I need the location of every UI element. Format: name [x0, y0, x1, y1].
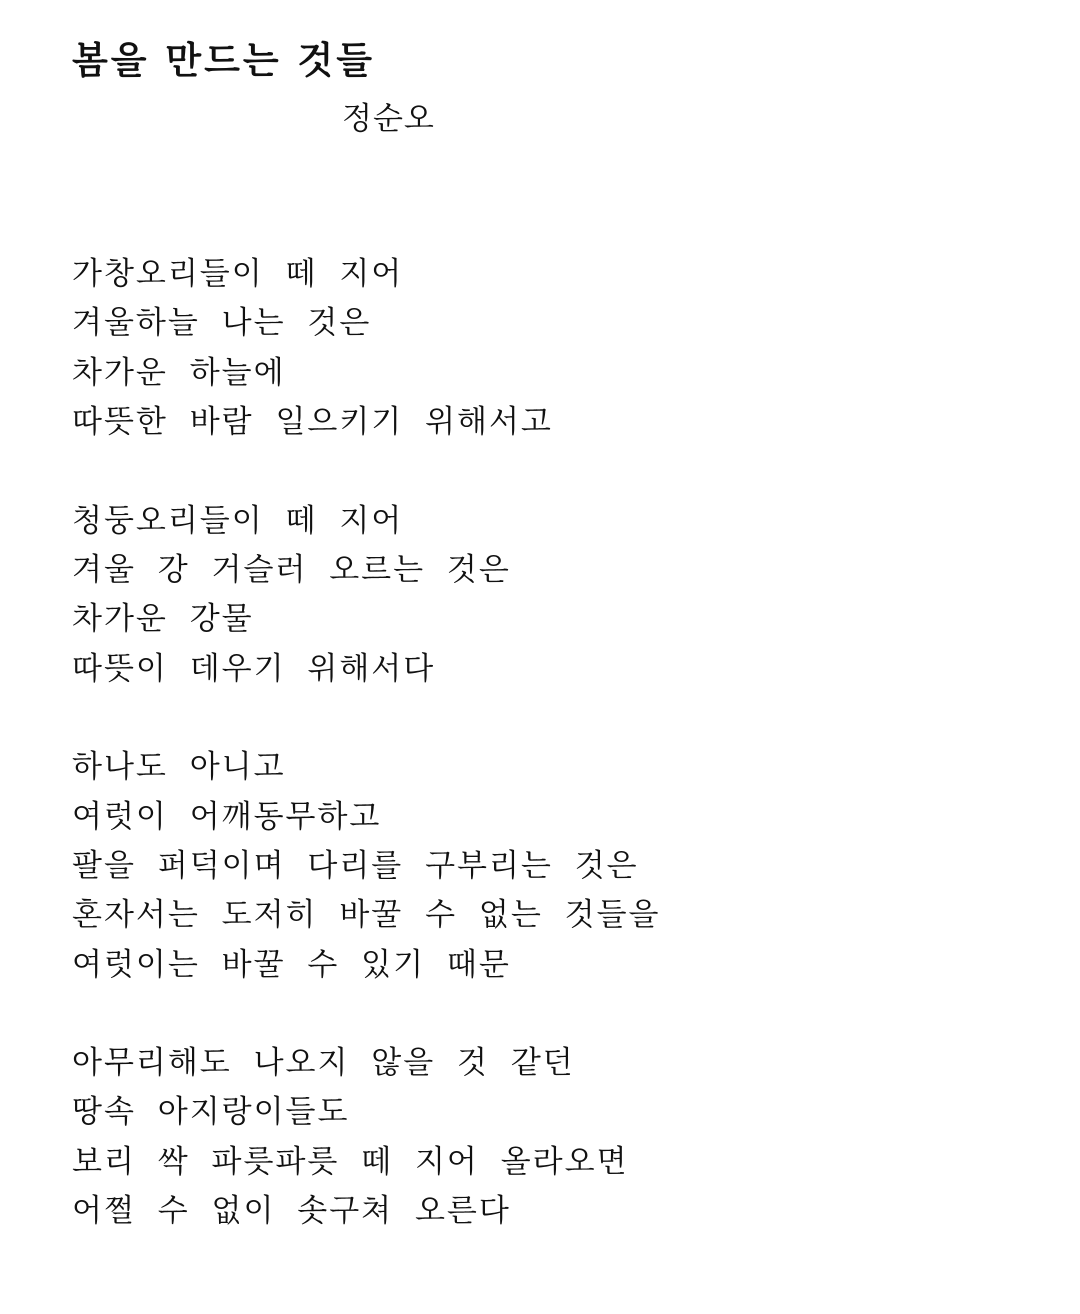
poem-line: 혼자서는 도저히 바꿀 수 없는 것들을: [72, 897, 661, 934]
stanza-1: [72, 250, 1032, 448]
poem-line: 여럿이는 바꿀 수 있기 때문: [72, 946, 511, 983]
poem-body: [72, 250, 1032, 1286]
stanza-4: [72, 1039, 1032, 1237]
poem-line: 가창오리들이 떼 지어: [72, 256, 404, 292]
poem-line: 겨울하늘 나는 것은: [72, 305, 372, 342]
poem-line: 차가운 강물: [72, 601, 254, 638]
poem-line: 여럿이 어깨동무하고: [72, 798, 382, 835]
poem-line: 겨울 강 거슬러 오르는 것은: [72, 551, 511, 588]
poem-line: 어쩔 수 없이 솟구쳐 오른다: [72, 1193, 511, 1230]
poem-line: 팔을 퍼덕이며 다리를 구부리는 것은: [72, 847, 639, 884]
poem-line: 차가운 하늘에: [72, 354, 286, 391]
poem-line: 청둥오리들이 떼 지어: [72, 502, 404, 539]
stanza-3: [72, 743, 1032, 990]
poem-line: 땅속 아지랑이들도: [72, 1094, 350, 1131]
stanza-2: [72, 497, 1032, 695]
poem-line: 따뜻이 데우기 위해서다: [72, 650, 436, 687]
poem-author: 정순오: [342, 101, 435, 137]
poem-line: 아무리해도 나오지 않을 것 같던: [72, 1045, 575, 1082]
poem-line: 보리 싹 파릇파릇 떼 지어 올라오면: [72, 1143, 629, 1180]
poem-title: 봄을 만드는 것들: [72, 39, 375, 82]
poem-line: 따뜻한 바람 일으키기 위해서고: [72, 404, 553, 441]
poem-line: 하나도 아니고: [72, 749, 286, 786]
